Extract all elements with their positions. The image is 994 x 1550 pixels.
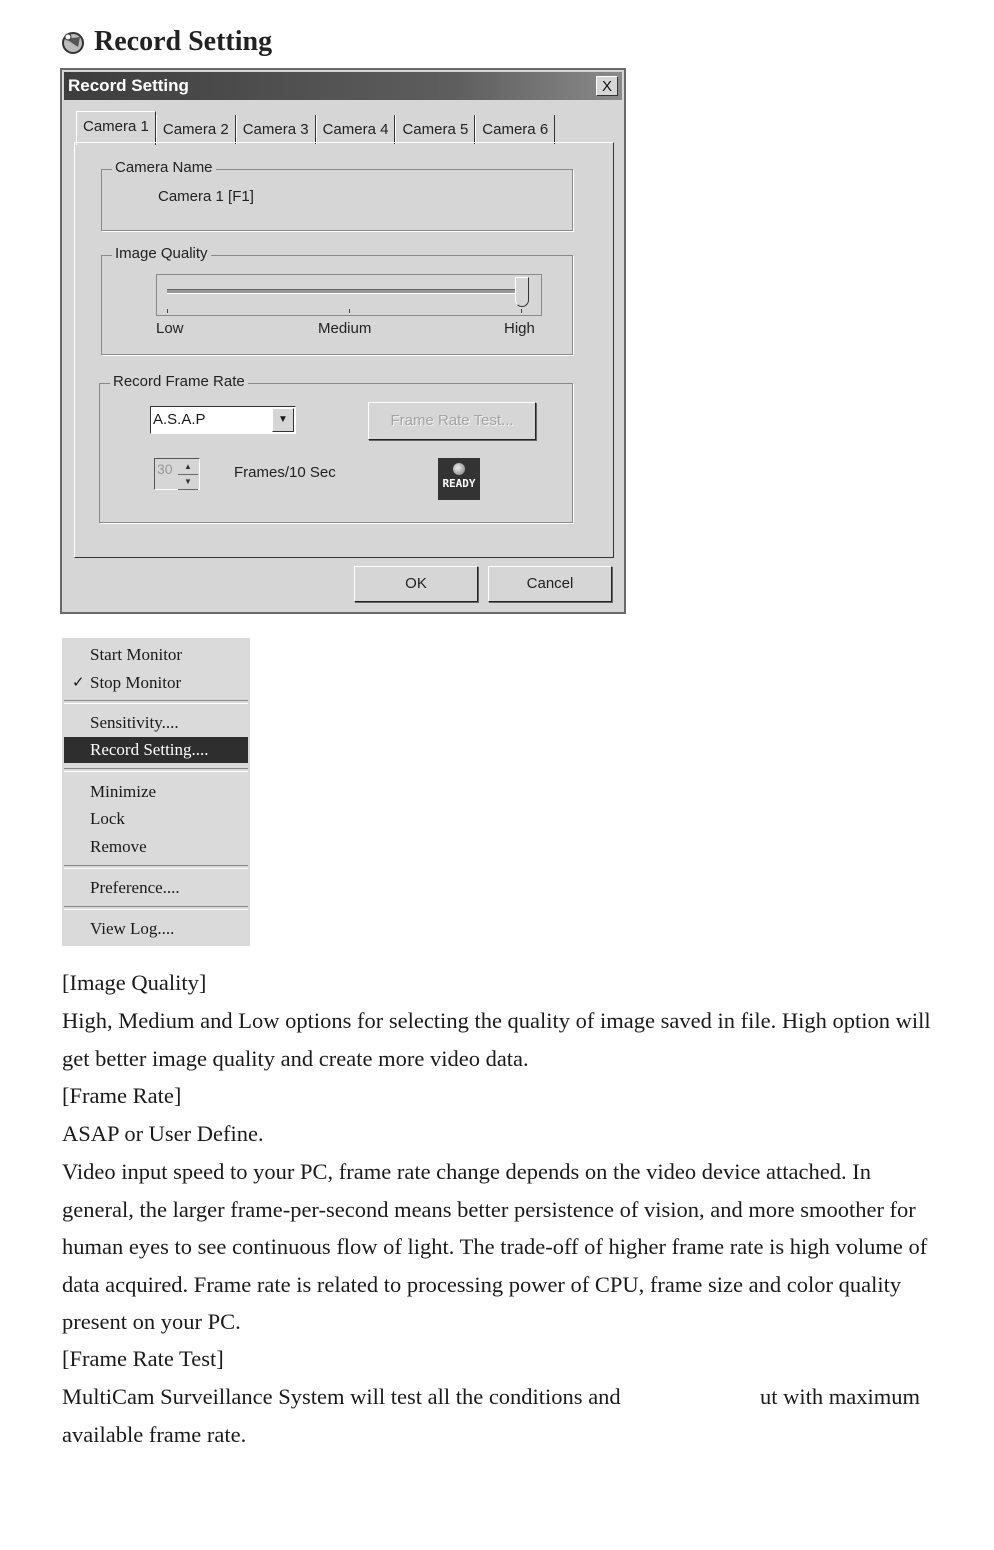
camera-name-group xyxy=(101,159,573,231)
quality-medium-label: Medium xyxy=(318,320,372,337)
image-quality-group xyxy=(101,245,573,355)
spin-down-icon[interactable]: ▼ xyxy=(178,475,198,490)
menu-item-record-setting[interactable] xyxy=(64,737,248,763)
menu-item-label: Remove xyxy=(90,837,147,856)
check-icon: ✓ xyxy=(72,675,85,691)
spinner-buttons[interactable] xyxy=(178,460,198,488)
frame-rate-test-description-cont: available frame rate. xyxy=(62,1422,247,1447)
frames-spinner[interactable] xyxy=(154,458,200,490)
tab-panel xyxy=(74,142,614,558)
menu-item-label: Sensitivity.... xyxy=(90,713,179,732)
slider-tick-low xyxy=(167,309,168,313)
section-heading-text: Record Setting xyxy=(94,26,273,57)
menu-item-label: Minimize xyxy=(90,782,157,801)
frame-rate-select[interactable] xyxy=(150,406,296,434)
menu-item-label: Record Setting.... xyxy=(90,740,209,759)
menu-item-minimize[interactable] xyxy=(64,779,248,805)
tab-camera-6[interactable]: Camera 6 xyxy=(475,115,555,144)
record-setting-icon xyxy=(60,29,86,55)
menu-item-label: Stop Monitor xyxy=(90,673,182,692)
ok-button[interactable]: OK xyxy=(354,566,478,602)
frame-rate-heading: [Frame Rate] xyxy=(62,1083,182,1108)
menu-item-remove[interactable] xyxy=(64,834,248,860)
image-quality-slider[interactable] xyxy=(156,274,542,316)
quality-low-label: Low xyxy=(156,320,184,337)
spin-up-icon[interactable]: ▲ xyxy=(178,460,198,475)
frame-rate-description: Video input speed to your PC, frame rate change depends on the video device attached. In general, the larger frame-per-second means better persistence of vision, and more smoother for human eyes to see continuous flow of light. The trade-off of higher frame rate is high volume of data acquired. Frame rate is related to processing power of CPU, frame size and color quality present on your PC. xyxy=(62,1159,933,1334)
image-quality-heading: [Image Quality] xyxy=(62,970,207,995)
frame-rate-test-button[interactable]: Frame Rate Test... xyxy=(368,402,536,440)
frame-rate-select-value: A.S.A.P xyxy=(153,411,206,428)
menu-separator xyxy=(64,906,248,910)
slider-tick-medium xyxy=(349,309,350,313)
record-setting-dialog xyxy=(60,68,626,614)
ready-status-indicator xyxy=(438,458,480,500)
menu-item-preference[interactable] xyxy=(64,875,248,901)
dialog-title: Record Setting xyxy=(68,76,189,95)
chevron-down-icon[interactable]: ▼ xyxy=(272,408,294,432)
menu-item-label: Lock xyxy=(90,809,125,828)
menu-item-lock[interactable] xyxy=(64,806,248,832)
menu-item-label: Preference.... xyxy=(90,878,180,897)
slider-tick-high xyxy=(521,309,522,313)
image-quality-description: High, Medium and Low options for selecting the quality of image saved in file. High option will get better image quality and create more video data. xyxy=(62,1008,937,1071)
camera-name-value: Camera 1 [F1] xyxy=(158,188,254,205)
frame-rate-test-description-end: ut with maximum xyxy=(760,1384,920,1409)
context-menu xyxy=(62,638,250,946)
frames-value: 30 xyxy=(157,461,173,477)
section-heading xyxy=(60,22,272,62)
menu-item-label: View Log.... xyxy=(90,919,175,938)
tab-camera-2[interactable]: Camera 2 xyxy=(156,115,236,144)
frame-rate-test-heading: [Frame Rate Test] xyxy=(62,1346,224,1371)
slider-thumb[interactable] xyxy=(515,277,529,307)
slider-track xyxy=(167,289,523,294)
menu-item-view-log[interactable] xyxy=(64,916,248,942)
ready-status-text: READY xyxy=(442,477,476,490)
menu-item-stop-monitor[interactable] xyxy=(64,670,248,696)
frames-unit-label: Frames/10 Sec xyxy=(234,464,336,481)
image-quality-label: Image Quality xyxy=(112,245,211,262)
frame-rate-group xyxy=(99,373,573,523)
frame-rate-label: Record Frame Rate xyxy=(110,373,248,390)
close-button[interactable] xyxy=(596,76,618,96)
tab-camera-3[interactable]: Camera 3 xyxy=(236,115,316,144)
menu-separator xyxy=(64,865,248,869)
menu-separator xyxy=(64,768,248,772)
menu-item-label: Start Monitor xyxy=(90,645,183,664)
camera-tabs xyxy=(76,112,555,144)
dialog-titlebar[interactable] xyxy=(64,72,622,100)
tab-camera-4[interactable]: Camera 4 xyxy=(316,115,396,144)
close-icon: X xyxy=(601,78,612,95)
tab-camera-1[interactable]: Camera 1 xyxy=(76,111,156,145)
frame-rate-test-description-start: MultiCam Surveillance System will test all the conditions and xyxy=(62,1384,621,1409)
cancel-button[interactable]: Cancel xyxy=(488,566,612,602)
frame-rate-options: ASAP or User Define. xyxy=(62,1121,264,1146)
menu-item-sensitivity[interactable] xyxy=(64,710,248,736)
menu-item-start-monitor[interactable] xyxy=(64,642,248,668)
tab-camera-5[interactable]: Camera 5 xyxy=(395,115,475,144)
camera-name-label: Camera Name xyxy=(112,159,216,176)
status-light-icon xyxy=(453,463,465,475)
menu-separator xyxy=(64,700,248,704)
quality-high-label: High xyxy=(504,320,535,337)
